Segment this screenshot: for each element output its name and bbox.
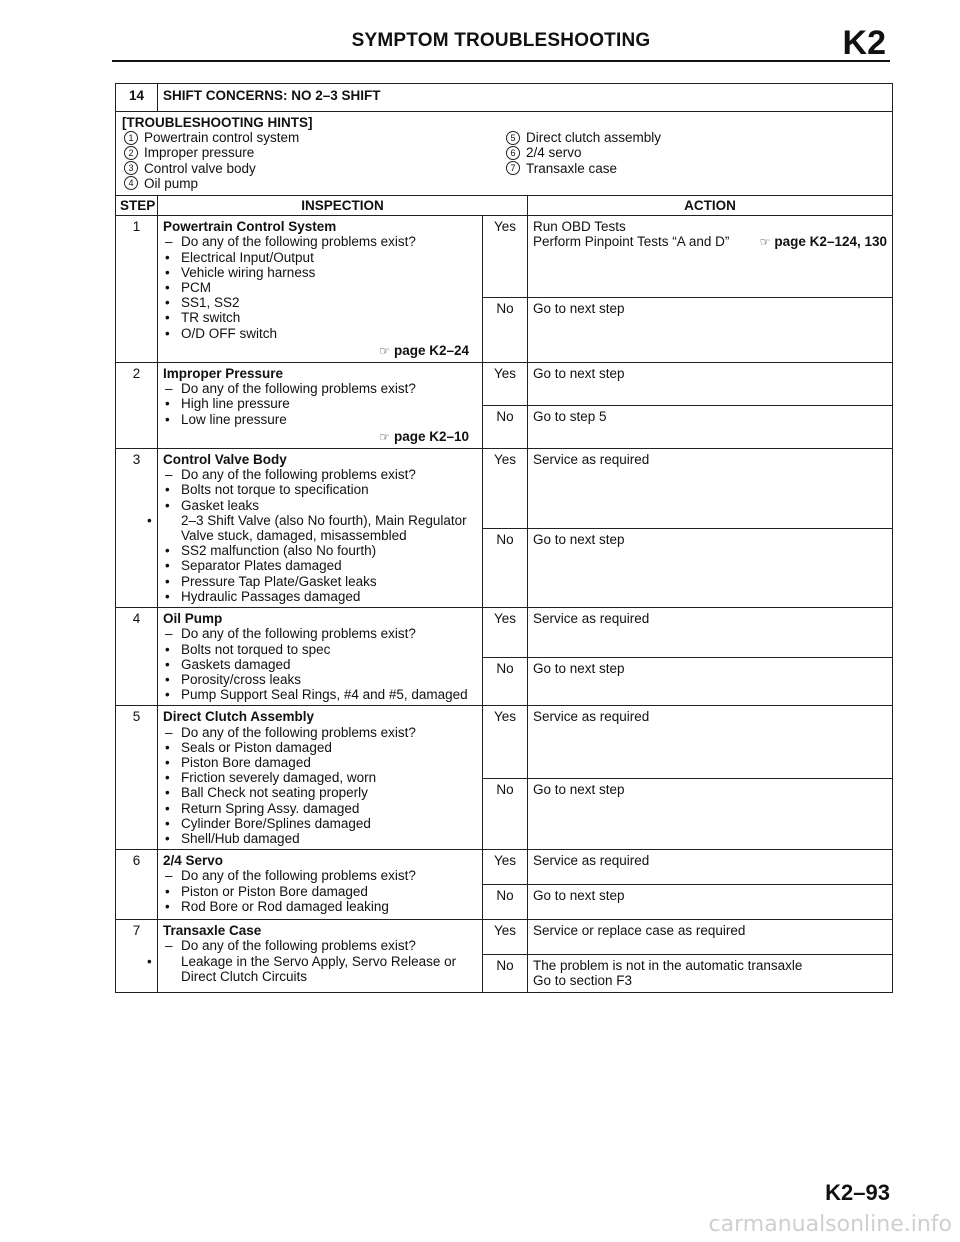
hint-item: 4 Oil pump [122,176,504,191]
action-text: Go to next step [528,528,893,608]
inspection-question: – Do any of the following problems exist? [163,868,477,883]
pointing-hand-icon: ☞ [379,429,390,444]
table-row [116,850,893,885]
action-text: Service as required [528,706,893,779]
action-text: Go to next step [528,297,893,362]
circled-number-icon: 5 [506,131,520,145]
page-reference: ☞ page K2–10 [379,428,469,444]
bullet-item: • Bolts not torqued to spec [163,642,477,657]
yes-label: Yes [483,850,528,885]
page-header [112,26,890,62]
step-number: 1 [116,216,158,363]
hint-item: 2 Improper pressure [122,145,504,160]
action-text: Go to step 5 [528,406,893,449]
bullet-item: • 2–3 Shift Valve (also No fourth), Main Regulator Valve stuck, damaged, misassembled [163,513,477,543]
inspection-cell [158,363,483,449]
bullet-item: • High line pressure [163,396,477,411]
hints-left [122,130,504,191]
action-text: Perform Pinpoint Tests “A and D” [533,234,730,250]
table-row [116,706,893,779]
inspection-cell [158,216,483,363]
step-number: 6 [116,850,158,920]
bullet-item: • Rod Bore or Rod damaged leaking [163,899,477,914]
step-number: 4 [116,608,158,706]
yes-label: Yes [483,920,528,955]
bullet-item: • TR switch [163,310,477,325]
inspection-question: – Do any of the following problems exist? [163,234,477,249]
inspection-cell [158,608,483,706]
yes-label: Yes [483,608,528,658]
inspection-question: – Do any of the following problems exist? [163,467,477,482]
circled-number-icon: 3 [124,161,138,175]
bullet-item: • Low line pressure [163,412,477,427]
action-cell [528,216,893,298]
inspection-question: – Do any of the following problems exist? [163,626,477,641]
inspection-cell [158,920,483,992]
bullet-item: • SS2 malfunction (also No fourth) [163,543,477,558]
pointing-hand-icon: ☞ [379,343,390,358]
step-number: 7 [116,920,158,992]
page-number: K2–93 [825,1180,890,1205]
action-text: Go to next step [528,363,893,406]
yes-label: Yes [483,449,528,529]
hint-item: 7 Transaxle case [504,161,886,176]
bullet-item: • Piston Bore damaged [163,755,477,770]
action-text: Run OBD Tests [533,219,626,235]
bullet-item: • Porosity/cross leaks [163,672,477,687]
table-title: SHIFT CONCERNS: NO 2–3 SHIFT [158,84,893,112]
page-reference: ☞ page K2–124, 130 [759,234,887,250]
table-row [116,920,893,955]
table-number: 14 [116,84,158,112]
inspection-cell [158,449,483,608]
table-row [116,449,893,529]
step-number: 3 [116,449,158,608]
inspection-cell [158,706,483,850]
troubleshooting-table [115,83,893,993]
yes-label: Yes [483,216,528,298]
page-reference: ☞ page K2–24 [379,342,469,358]
circled-number-icon: 2 [124,146,138,160]
action-text: Service as required [528,608,893,658]
bullet-item: • Gaskets damaged [163,657,477,672]
bullet-item: • Vehicle wiring harness [163,265,477,280]
step-number: 5 [116,706,158,850]
no-label: No [483,658,528,706]
bullet-item: • SS1, SS2 [163,295,477,310]
inspection-question: – Do any of the following problems exist? [163,381,477,396]
bullet-item: • PCM [163,280,477,295]
action-text: Service or replace case as required [528,920,893,955]
inspection-title: Control Valve Body [163,452,287,468]
action-text: Go to next step [528,658,893,706]
hints-title: [TROUBLESHOOTING HINTS] [122,115,313,130]
no-label: No [483,779,528,850]
bullet-item: • Hydraulic Passages damaged [163,589,477,604]
inspection-title: Powertrain Control System [163,219,337,235]
hints-right [504,130,886,191]
no-label: No [483,885,528,920]
bullet-item: • Ball Check not seating properly [163,785,477,800]
action-text: Service as required [528,449,893,529]
inspection-cell [158,850,483,920]
bullet-item: • O/D OFF switch [163,326,477,341]
action-column-header: ACTION [528,196,893,216]
action-text: Service as required [528,850,893,885]
bullet-item: • Separator Plates damaged [163,558,477,573]
circled-number-icon: 1 [124,131,138,145]
yes-label: Yes [483,706,528,779]
section-code: K2 [842,24,886,62]
table-row [116,363,893,406]
bullet-item: • Cylinder Bore/Splines damaged [163,816,477,831]
no-label: No [483,955,528,992]
inspection-question: – Do any of the following problems exist? [163,938,477,953]
inspection-title: 2/4 Servo [163,853,224,869]
bullet-item: • Leakage in the Servo Apply, Servo Release or Direct Clutch Circuits [163,954,477,984]
bullet-item: • Pump Support Seal Rings, #4 and #5, damaged [163,687,477,702]
page-title: SYMPTOM TROUBLESHOOTING [351,30,651,51]
action-text: The problem is not in the automatic transaxle [533,958,803,974]
bullet-item: • Bolts not torque to specification [163,482,477,497]
step-number: 2 [116,363,158,449]
step-column-header: STEP [116,196,158,216]
circled-number-icon: 4 [124,176,138,190]
action-text: Go to section F3 [533,973,633,989]
action-cell [528,955,893,992]
bullet-item: • Pressure Tap Plate/Gasket leaks [163,574,477,589]
bullet-item: • Electrical Input/Output [163,250,477,265]
table-row [116,608,893,658]
inspection-title: Oil Pump [163,611,223,627]
bullet-item: • Piston or Piston Bore damaged [163,884,477,899]
inspection-question: – Do any of the following problems exist? [163,725,477,740]
watermark: carmanualsonline.info [708,1212,952,1237]
hints-cell [116,112,893,196]
inspection-title: Transaxle Case [163,923,262,939]
action-text: Go to next step [528,885,893,920]
bullet-item: • Shell/Hub damaged [163,831,477,846]
inspection-title: Direct Clutch Assembly [163,709,315,725]
bullet-item: • Return Spring Assy. damaged [163,801,477,816]
table-row [116,216,893,298]
hint-item: 1 Powertrain control system [122,130,504,145]
hint-item: 6 2/4 servo [504,145,886,160]
table-title-row [116,84,893,112]
no-label: No [483,406,528,449]
no-label: No [483,297,528,362]
hint-item: 3 Control valve body [122,161,504,176]
bullet-item: • Gasket leaks [163,498,477,513]
no-label: No [483,528,528,608]
hint-item: 5 Direct clutch assembly [504,130,886,145]
circled-number-icon: 6 [506,146,520,160]
action-text: Go to next step [528,779,893,850]
column-header-row [116,196,893,216]
hints-row [116,112,893,196]
inspection-title: Improper Pressure [163,366,284,382]
pointing-hand-icon: ☞ [759,235,771,250]
yes-label: Yes [483,363,528,406]
bullet-item: • Friction severely damaged, worn [163,770,477,785]
bullet-item: • Seals or Piston damaged [163,740,477,755]
circled-number-icon: 7 [506,161,520,175]
inspection-column-header: INSPECTION [158,196,528,216]
action-reference [533,234,887,250]
